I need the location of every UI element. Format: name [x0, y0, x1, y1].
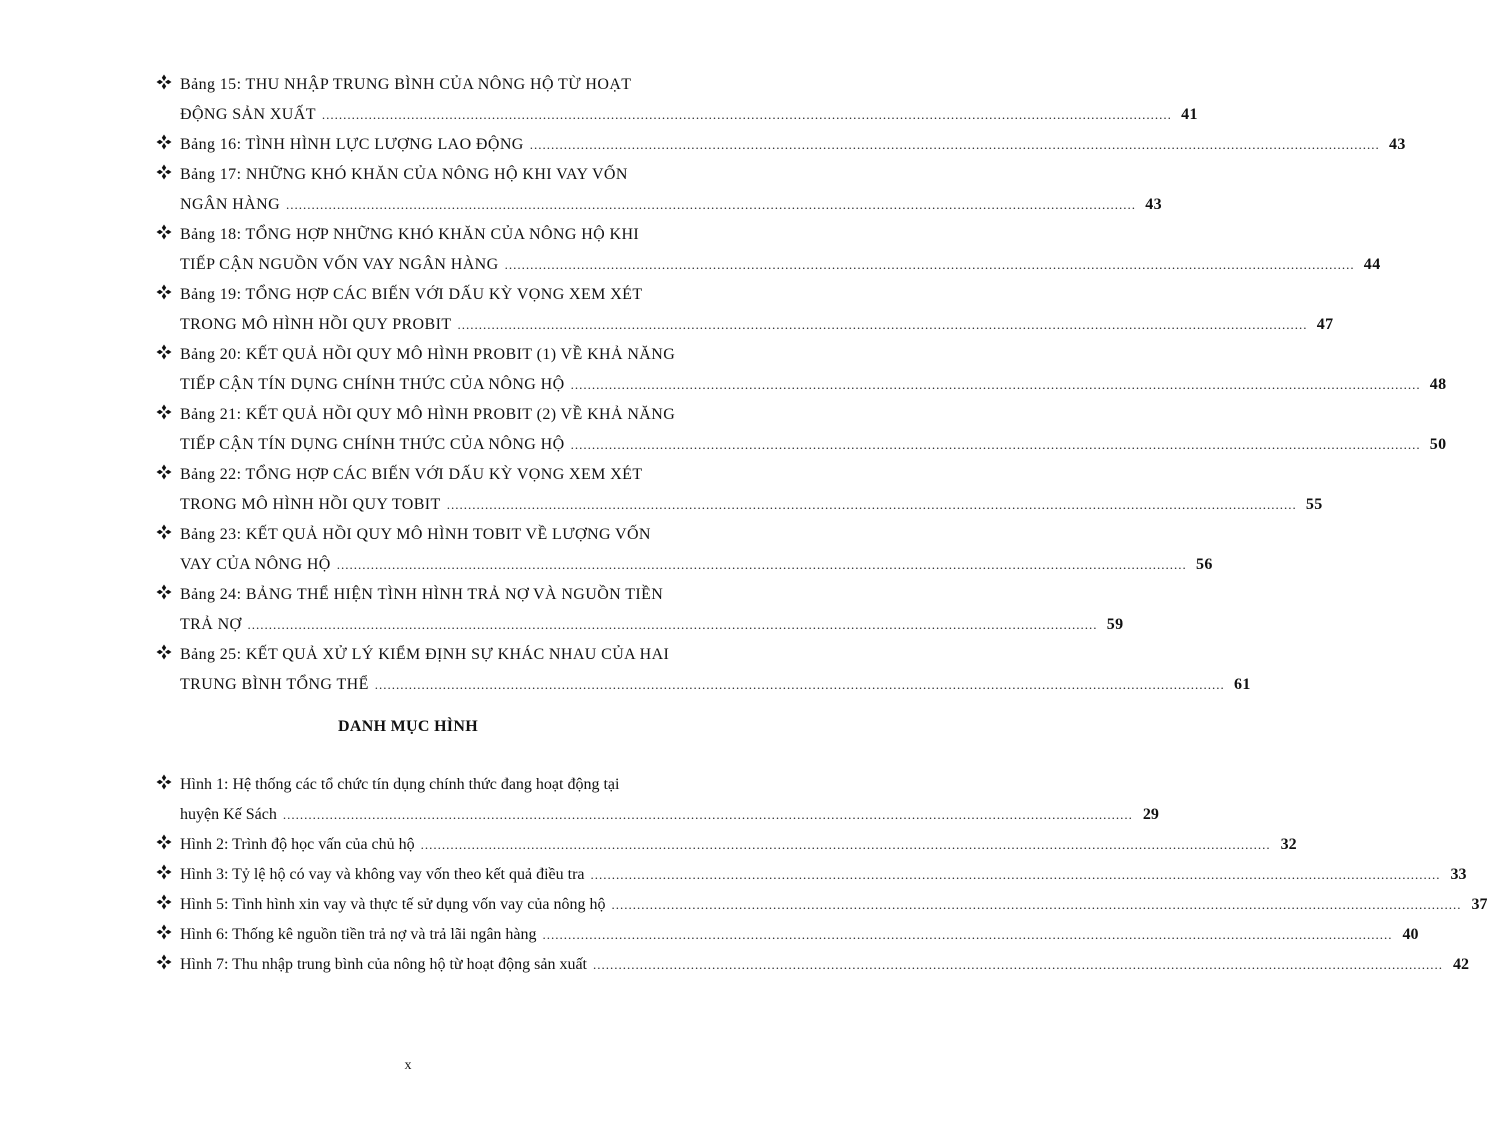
- figure-entry: [156, 950, 1469, 980]
- table-entry-line: [180, 610, 1124, 640]
- table-entry-line: [180, 580, 740, 610]
- table-entry-line: [180, 550, 1213, 580]
- table-entry-line: [180, 340, 740, 370]
- table-entry-text: Bảng 19: TỔNG HỢP CÁC BIẾN VỚI DẤU KỲ VỌNG XEM XÉT: [180, 286, 643, 303]
- table-page-number: 56: [1195, 556, 1213, 573]
- table-entry-text: Bảng 22: TỔNG HỢP CÁC BIẾN VỚI DẤU KỲ VỌNG XEM XÉT: [180, 466, 643, 483]
- table-entry-text: Bảng 21: KẾT QUẢ HỒI QUY MÔ HÌNH PROBIT (2) VỀ KHẢ NĂNG: [180, 406, 676, 423]
- figure-entry-line: [180, 860, 1467, 890]
- table-entry-line: [180, 310, 1334, 340]
- four-diamond-bullet-icon: [156, 164, 172, 180]
- table-page-number: 48: [1429, 376, 1447, 393]
- dot-leader: ........................................................................................................................................................................................................: [570, 437, 1421, 452]
- table-entry: [156, 160, 1163, 220]
- figure-entry-text: Hình 6: Thống kê nguồn tiền trả nợ và trả lãi ngân hàng: [180, 920, 539, 950]
- table-entry-line: [180, 160, 740, 190]
- four-diamond-bullet-icon: [156, 284, 172, 300]
- figure-entry-text: Hình 2: Trình độ học vấn của chủ hộ: [180, 830, 417, 860]
- table-page-number: 55: [1305, 496, 1323, 513]
- table-entry-text: NGÂN HÀNG: [180, 190, 282, 220]
- table-entry-text: TRẢ NỢ: [180, 610, 244, 640]
- dot-leader: ........................................................................................................................................................................................................: [247, 617, 1098, 632]
- table-entry-text: Bảng 23: KẾT QUẢ HỒI QUY MÔ HÌNH TOBIT VỀ LƯỢNG VỐN: [180, 526, 651, 543]
- figure-entry-line: [180, 830, 1297, 860]
- four-diamond-bullet-icon: [156, 834, 172, 850]
- figure-page-number: 37: [1471, 896, 1487, 913]
- dot-leader: ........................................................................................................................................................................................................: [504, 257, 1355, 272]
- dot-leader: ........................................................................................................................................................................................................: [336, 557, 1187, 572]
- table-list: [156, 70, 1447, 700]
- figure-entry-text: huyện Kế Sách: [180, 800, 279, 830]
- table-entry-line: [180, 190, 1163, 220]
- four-diamond-bullet-icon: [156, 774, 172, 790]
- table-entry-text: TIẾP CẬN TÍN DỤNG CHÍNH THỨC CỦA NÔNG HỘ: [180, 430, 567, 460]
- four-diamond-bullet-icon: [156, 224, 172, 240]
- figure-entry: [156, 890, 1487, 920]
- dot-leader: ........................................................................................................................................................................................................: [321, 107, 1172, 122]
- four-diamond-bullet-icon: [156, 584, 172, 600]
- table-entry-line: [180, 280, 740, 310]
- table-entry-line: [180, 220, 740, 250]
- dot-leader: ........................................................................................................................................................................................................: [286, 197, 1137, 212]
- figure-entry: [156, 860, 1467, 890]
- figure-entry-line: [180, 800, 1159, 830]
- table-entry-line: [180, 670, 1251, 700]
- four-diamond-bullet-icon: [156, 864, 172, 880]
- table-page-number: 59: [1106, 616, 1124, 633]
- four-diamond-bullet-icon: [156, 134, 172, 150]
- table-entry-text: Bảng 18: TỔNG HỢP NHỮNG KHÓ KHĂN CỦA NÔNG HỘ KHI: [180, 226, 640, 243]
- page-number: x: [404, 1058, 412, 1073]
- dot-leader: ........................................................................................................................................................................................................: [374, 677, 1225, 692]
- table-entry-line: [180, 520, 740, 550]
- table-page-number: 47: [1316, 316, 1334, 333]
- table-entry-text: ĐỘNG SẢN XUẤT: [180, 100, 318, 130]
- figure-entry-text: Hình 7: Thu nhập trung bình của nông hộ từ hoạt động sản xuất: [180, 950, 589, 980]
- figure-entry-text: Hình 1: Hệ thống các tổ chức tín dụng chính thức đang hoạt động tại: [180, 776, 620, 793]
- table-entry-line: [180, 70, 740, 100]
- table-entry-text: VAY CỦA NÔNG HỘ: [180, 550, 333, 580]
- table-entry: [156, 460, 1323, 520]
- table-entry: [156, 340, 1447, 400]
- dot-leader: ........................................................................................................................................................................................................: [570, 377, 1421, 392]
- figure-list: [156, 770, 1487, 980]
- table-entry-line: [180, 460, 740, 490]
- table-entry-text: Bảng 15: THU NHẬP TRUNG BÌNH CỦA NÔNG HỘ TỪ HOẠT: [180, 76, 632, 93]
- dot-leader: ........................................................................................................................................................................................................: [593, 957, 1443, 972]
- table-entry-text: Bảng 17: NHỮNG KHÓ KHĂN CỦA NÔNG HỘ KHI VAY VỐN: [180, 166, 628, 183]
- table-entry-line: [180, 250, 1381, 280]
- four-diamond-bullet-icon: [156, 954, 172, 970]
- dot-leader: ........................................................................................................................................................................................................: [446, 497, 1297, 512]
- four-diamond-bullet-icon: [156, 924, 172, 940]
- figure-page-number: 32: [1280, 836, 1297, 853]
- table-page-number: 43: [1145, 196, 1163, 213]
- table-entry-text: Bảng 24: BẢNG THỂ HIỆN TÌNH HÌNH TRẢ NỢ VÀ NGUỒN TIỀN: [180, 586, 664, 603]
- table-entry-line: [180, 370, 1447, 400]
- dot-leader: ........................................................................................................................................................................................................: [457, 317, 1308, 332]
- table-page-number: 61: [1233, 676, 1251, 693]
- table-entry: [156, 130, 1406, 160]
- figure-entry: [156, 770, 1159, 830]
- table-entry: [156, 580, 1124, 640]
- table-entry-text: TIẾP CẬN TÍN DỤNG CHÍNH THỨC CỦA NÔNG HỘ: [180, 370, 567, 400]
- dot-leader: ........................................................................................................................................................................................................: [282, 807, 1133, 822]
- figure-entry: [156, 830, 1297, 860]
- figure-entry-text: Hình 5: Tình hình xin vay và thực tế sử dụng vốn vay của nông hộ: [180, 890, 607, 920]
- table-entry-line: [180, 640, 740, 670]
- table-entry-line: [180, 100, 1198, 130]
- four-diamond-bullet-icon: [156, 644, 172, 660]
- dot-leader: ........................................................................................................................................................................................................: [590, 867, 1441, 882]
- figure-entry-line: [180, 920, 1419, 950]
- table-page-number: 44: [1363, 256, 1381, 273]
- table-entry-text: TIẾP CẬN NGUỒN VỐN VAY NGÂN HÀNG: [180, 250, 501, 280]
- four-diamond-bullet-icon: [156, 524, 172, 540]
- table-entry: [156, 400, 1447, 460]
- dot-leader: ........................................................................................................................................................................................................: [542, 927, 1393, 942]
- four-diamond-bullet-icon: [156, 464, 172, 480]
- four-diamond-bullet-icon: [156, 74, 172, 90]
- four-diamond-bullet-icon: [156, 894, 172, 910]
- table-entry-line: [180, 490, 1323, 520]
- table-page-number: 43: [1388, 136, 1406, 153]
- figure-entry-line: [180, 770, 740, 800]
- four-diamond-bullet-icon: [156, 344, 172, 360]
- dot-leader: ........................................................................................................................................................................................................: [529, 137, 1380, 152]
- dot-leader: ........................................................................................................................................................................................................: [420, 837, 1271, 852]
- dot-leader: ........................................................................................................................................................................................................: [611, 897, 1462, 912]
- four-diamond-bullet-icon: [156, 404, 172, 420]
- table-entry: [156, 640, 1251, 700]
- table-entry: [156, 280, 1334, 340]
- table-page-number: 50: [1429, 436, 1447, 453]
- figure-page-number: 33: [1450, 866, 1467, 883]
- figure-entry-line: [180, 890, 1487, 920]
- figure-page-number: 40: [1402, 926, 1419, 943]
- table-entry-text: TRUNG BÌNH TỔNG THỂ: [180, 670, 371, 700]
- table-entry-line: [180, 430, 1447, 460]
- figure-entry-line: [180, 950, 1469, 980]
- table-page-number: 41: [1181, 106, 1198, 123]
- table-entry-line: [180, 130, 1406, 160]
- table-entry-text: Bảng 16: TÌNH HÌNH LỰC LƯỢNG LAO ĐỘNG: [180, 130, 526, 160]
- table-entry: [156, 520, 1213, 580]
- figure-page-number: 29: [1142, 806, 1159, 823]
- figure-entry-text: Hình 3: Tỷ lệ hộ có vay và không vay vốn theo kết quả điều tra: [180, 860, 587, 890]
- table-entry-text: Bảng 20: KẾT QUẢ HỒI QUY MÔ HÌNH PROBIT (1) VỀ KHẢ NĂNG: [180, 346, 676, 363]
- figures-heading: DANH MỤC HÌNH: [338, 718, 478, 735]
- figure-entry: [156, 920, 1419, 950]
- table-entry-text: Bảng 25: KẾT QUẢ XỬ LÝ KIỂM ĐỊNH SỰ KHÁC NHAU CỦA HAI: [180, 646, 670, 663]
- table-entry: [156, 70, 1198, 130]
- table-entry-line: [180, 400, 740, 430]
- table-entry-text: TRONG MÔ HÌNH HỒI QUY TOBIT: [180, 490, 443, 520]
- table-entry: [156, 220, 1381, 280]
- table-entry-text: TRONG MÔ HÌNH HỒI QUY PROBIT: [180, 310, 454, 340]
- figure-page-number: 42: [1453, 956, 1469, 973]
